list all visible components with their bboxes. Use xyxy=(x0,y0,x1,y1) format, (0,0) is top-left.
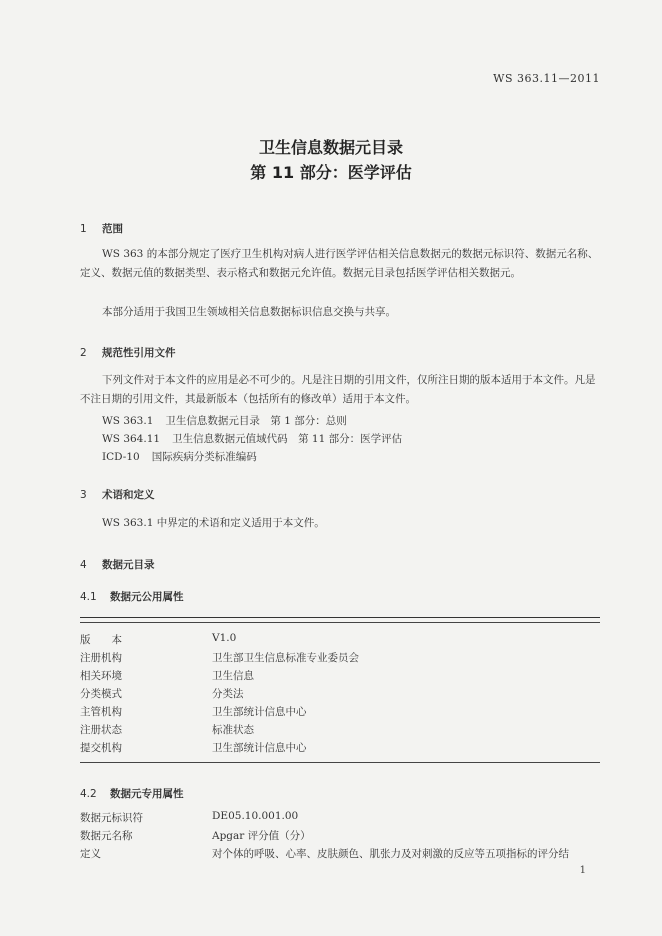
section-2-heading xyxy=(80,345,176,360)
section-title: 数据元公用属性 xyxy=(110,591,184,603)
table-top-rule xyxy=(80,617,600,618)
section-title: 规范性引用文件 xyxy=(102,347,176,359)
section-title: 术语和定义 xyxy=(102,489,155,501)
section-number: 4.2 xyxy=(80,788,97,800)
reference-code: WS 364.11 xyxy=(102,433,161,445)
section-number: 4 xyxy=(80,559,87,571)
reference-item xyxy=(102,413,347,428)
attribute-value: 卫生部统计信息中心 xyxy=(212,706,307,718)
section-title: 数据元专用属性 xyxy=(110,788,184,800)
attribute-key: 版 本 xyxy=(80,634,122,646)
section-3-paragraph: WS 363.1 中界定的术语和定义适用于本文件。 xyxy=(102,517,325,529)
attribute-key: 注册状态 xyxy=(80,724,122,736)
reference-title: 卫生信息数据元值域代码 第 11 部分：医学评估 xyxy=(172,433,403,445)
section-1-heading xyxy=(80,221,123,236)
page-number: 1 xyxy=(579,865,586,876)
attribute-key: 提交机构 xyxy=(80,742,122,754)
attribute-value: V1.0 xyxy=(212,632,237,644)
section-number: 1 xyxy=(80,223,87,235)
section-title: 数据元目录 xyxy=(102,559,155,571)
reference-title: 国际疾病分类标准编码 xyxy=(151,451,257,463)
attribute-key: 注册机构 xyxy=(80,652,122,664)
document-title: 卫生信息数据元目录 xyxy=(258,138,403,157)
attribute-value: 对个体的呼吸、心率、皮肤颜色、肌张力及对刺激的反应等五项指标的评分结 xyxy=(212,848,569,860)
reference-item xyxy=(102,449,257,464)
section-4-2-heading xyxy=(80,786,184,801)
section-number: 4.1 xyxy=(80,591,97,603)
attribute-key: 主管机构 xyxy=(80,706,122,718)
section-1-paragraph: WS 363 的本部分规定了医疗卫生机构对病人进行医学评估相关信息数据元的数据元标识符、数据元名称、定义、数据元值的数据类型、表示格式和数据元允许值。数据元目录包括医学评估相关数据元。 xyxy=(80,248,599,279)
reference-item xyxy=(102,431,402,446)
attribute-value: 卫生部统计信息中心 xyxy=(212,742,307,754)
attribute-key: 相关环境 xyxy=(80,670,122,682)
section-title: 范围 xyxy=(102,223,123,235)
reference-code: ICD-10 xyxy=(102,451,140,463)
section-number: 3 xyxy=(80,489,87,501)
attribute-value: Apgar 评分值（分） xyxy=(212,830,311,842)
attribute-value: DE05.10.001.00 xyxy=(212,810,299,822)
section-number: 2 xyxy=(80,347,87,359)
attribute-value: 卫生信息 xyxy=(212,670,254,682)
attribute-value: 卫生部卫生信息标准专业委员会 xyxy=(212,652,359,664)
section-4-heading xyxy=(80,557,155,572)
section-4-1-heading xyxy=(80,589,184,604)
section-1-scope-paragraph: 本部分适用于我国卫生领域相关信息数据标识信息交换与共享。 xyxy=(102,306,396,318)
attribute-value: 分类法 xyxy=(212,688,244,700)
attribute-key: 数据元名称 xyxy=(80,830,133,842)
section-3-heading xyxy=(80,487,155,502)
attribute-key: 分类模式 xyxy=(80,688,122,700)
standard-number: WS 363.11—2011 xyxy=(493,72,600,85)
attribute-key: 数据元标识符 xyxy=(80,812,143,824)
attribute-key: 定义 xyxy=(80,848,101,860)
table-bottom-rule xyxy=(80,762,600,763)
attribute-value: 标准状态 xyxy=(212,724,254,736)
document-subtitle: 第 11 部分：医学评估 xyxy=(250,163,412,182)
reference-code: WS 363.1 xyxy=(102,415,154,427)
table-top-rule-inner xyxy=(80,622,600,623)
reference-title: 卫生信息数据元目录 第 1 部分：总则 xyxy=(165,415,347,427)
section-2-paragraph: 下列文件对于本文件的应用是必不可少的。凡是注日期的引用文件，仅所注日期的版本适用于本文件。凡是不注日期的引用文件，其最新版本（包括所有的修改单）适用于本文件。 xyxy=(80,374,596,405)
